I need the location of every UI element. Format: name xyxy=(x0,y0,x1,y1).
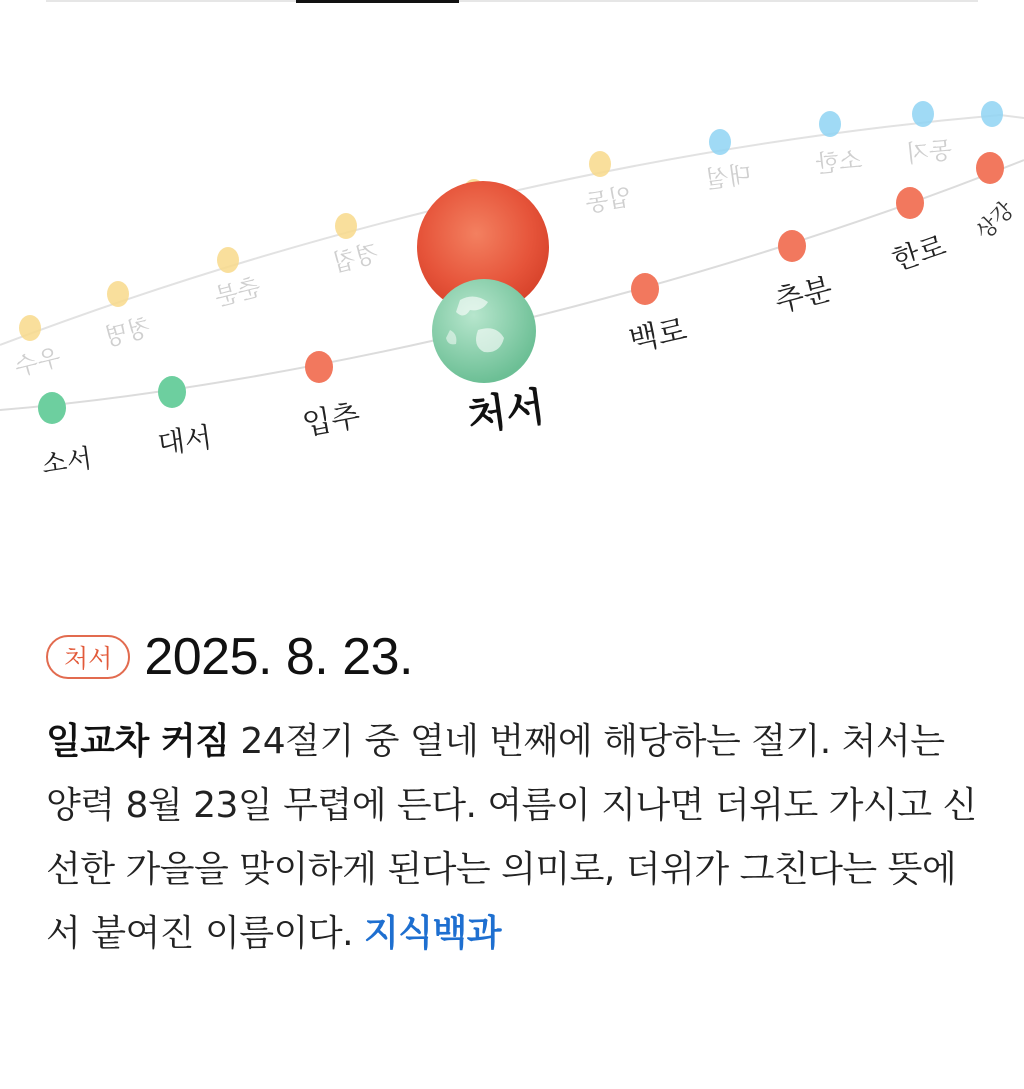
front-term-dot[interactable] xyxy=(631,273,659,305)
term-info-section xyxy=(46,622,986,966)
current-term-label[interactable]: 처서 xyxy=(464,383,548,441)
front-term-dot[interactable] xyxy=(976,152,1004,184)
knowledge-encyclopedia-link[interactable]: 지식백과 xyxy=(363,913,502,954)
back-term-label: 소한 xyxy=(814,145,864,179)
description-text: 24절기 중 열네 번째에 해당하는 절기. 처서는 양력 8월 23일 무렵에 든다. 여름이 지나면 더위도 가시고 신선한 가을을 맞이하게 된다는 의미로, 더위가 그친다는 뜻에서 붙여진 이름이다. xyxy=(46,721,977,954)
back-term-dot xyxy=(217,247,239,273)
back-term-label: 우수 xyxy=(11,342,64,382)
front-term-dot[interactable] xyxy=(38,392,66,424)
earth-icon xyxy=(432,279,536,383)
back-term-label: 입동 xyxy=(583,182,634,218)
front-term-dot[interactable] xyxy=(778,230,806,262)
front-term-label[interactable]: 상강 xyxy=(971,197,1020,246)
front-term-label[interactable]: 백로 xyxy=(626,312,691,359)
date-row xyxy=(46,622,986,692)
back-term-label: 춘분 xyxy=(211,272,264,312)
back-term-dot xyxy=(981,101,1003,127)
front-term-label[interactable]: 입추 xyxy=(299,398,363,443)
back-term-dot xyxy=(819,111,841,137)
front-term-label[interactable]: 추분 xyxy=(771,271,837,320)
back-term-dot xyxy=(19,315,41,341)
term-description xyxy=(46,710,986,966)
back-term-label: 동지 xyxy=(904,135,954,169)
term-date: 2025. 8. 23. xyxy=(144,628,413,686)
back-term-dot xyxy=(335,213,357,239)
back-term-label: 경칩 xyxy=(329,238,382,278)
term-badge: 처서 xyxy=(46,635,130,679)
back-term-dot xyxy=(589,151,611,177)
back-term-dot xyxy=(107,281,129,307)
front-term-dot[interactable] xyxy=(896,187,924,219)
front-term-label[interactable]: 한로 xyxy=(888,228,950,278)
back-term-dot xyxy=(709,129,731,155)
description-lead: 일교차 커짐 xyxy=(46,721,230,762)
front-term-label[interactable]: 소서 xyxy=(39,443,94,481)
front-term-dot[interactable] xyxy=(305,351,333,383)
front-term-label[interactable]: 대서 xyxy=(155,420,214,461)
back-term-label: 대설 xyxy=(703,159,754,195)
back-term-label: 청명 xyxy=(101,312,154,352)
front-term-dot[interactable] xyxy=(158,376,186,408)
back-term-dot xyxy=(912,101,934,127)
